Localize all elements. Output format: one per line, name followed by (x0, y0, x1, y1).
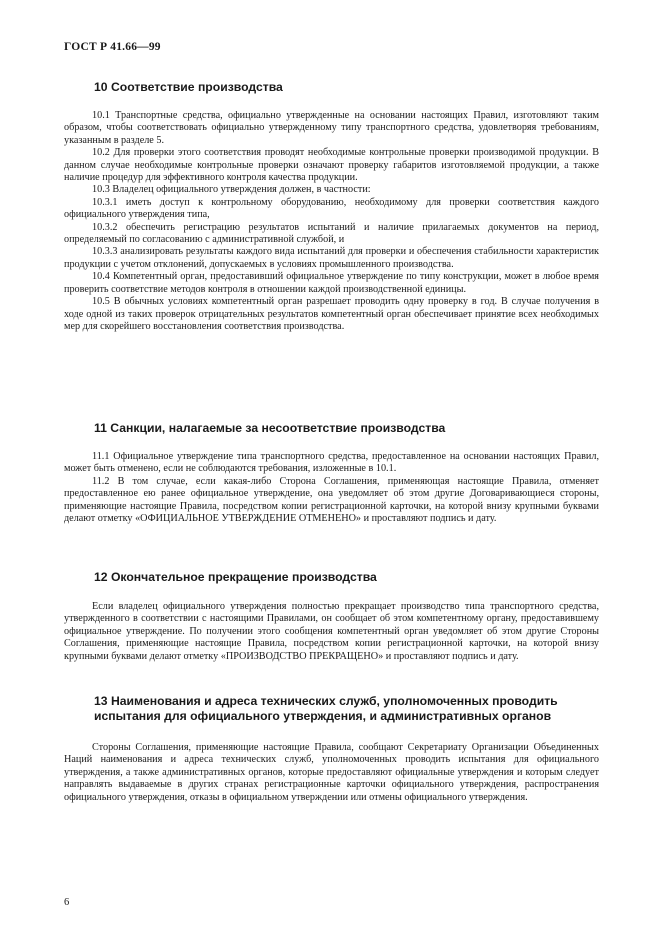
paragraph-10-2: 10.2 Для проверки этого соответствия проводят необходимые контрольные проверки производимой продукции. В данном случае необходимые контрольные проверки означают проверку габаритов изготовляемой продукции, а также наличие процедур для эффективного контроля качества продукции. (64, 147, 599, 184)
section-10-body (64, 110, 599, 333)
paragraph-10-3-3: 10.3.3 анализировать результаты каждого вида испытаний для проверки и обеспечения стабильности характеристик продукции с учетом отклонений, допускаемых в условиях промышленного производства. (64, 246, 599, 270)
page-number: 6 (64, 897, 70, 908)
section-11-body (64, 451, 599, 525)
paragraph-13: Стороны Соглашения, применяющие настоящие Правила, сообщают Секретариату Организации Объединенных Наций наименования и адреса технических служб, уполномоченных проводить испытания для официального утверждения, а также административных органов, которые предоставляют официальные утверждения и которым следует направлять выдаваемые в других странах регистрационные карточки официального утверждения, распространения официального утверждения, отказы в официальном утверждении или отмены официального утверждения. (64, 742, 599, 803)
paragraph-10-4: 10.4 Компетентный орган, предоставивший официальное утверждение по типу конструкции, может в любое время проверить соответствие методов контроля в отношении каждой производственной единицы. (64, 271, 599, 295)
section-10-heading: 10 Соответствие производства (94, 80, 283, 94)
paragraph-10-5: 10.5 В обычных условиях компетентный орган разрешает проводить одну проверку в год. В случае получения в ходе одной из таких проверок отрицательных результатов компетентный орган обеспечивает принятие всех необходимых мер для скорейшего восстановления соответствия производства. (64, 296, 599, 332)
paragraph-10-1: 10.1 Транспортные средства, официально утвержденные на основании настоящих Правил, изготовляют таким образом, чтобы соответствовать официально утвержденному типу транспортного средства, удовлетворяя требованиям, указанным в разделе 5. (64, 110, 599, 146)
section-12-heading: 12 Окончательное прекращение производства (94, 570, 377, 584)
section-13-heading: 13 Наименования и адреса технических служб, уполномоченных проводить испытания для официального утверждения, и административных органов (94, 694, 558, 723)
document-id: ГОСТ Р 41.66—99 (64, 41, 161, 53)
section-13-body (64, 742, 599, 804)
paragraph-12: Если владелец официального утверждения полностью прекращает производство типа транспортного средства, утвержденного в соответствии с настоящими Правилами, он сообщает об этом компетентному органу, предоставившему официальное утверждение. По получении этого сообщения компетентный орган уведомляет об этом другие Стороны Соглашения, применяющие настоящие Правила, посредством копии регистрационной карточки, на которой внизу крупными буквами делают отметку «ПРОИЗВОДСТВО ПРЕКРАЩЕНО» и проставляют подпись и дату. (64, 601, 599, 662)
paragraph-11-1: 11.1 Официальное утверждение типа транспортного средства, предоставленное на основании настоящих Правил, может быть отменено, если не соблюдаются требования, изложенные в 10.1. (64, 451, 599, 475)
paragraph-11-2: 11.2 В том случае, если какая-либо Сторона Соглашения, применяющая настоящие Правила, отменяет предоставленное ею ранее официальное утверждение, она уведомляет об этом другие Договаривающиеся стороны, применяющие настоящие Правила, посредством копии регистрационной карточки, на которой внизу крупными буквами делают отметку «ОФИЦИАЛЬНОЕ УТВЕРЖДЕНИЕ ОТМЕНЕНО» и проставляют подпись и дату. (64, 475, 599, 525)
paragraph-10-3: 10.3 Владелец официального утверждения должен, в частности: (92, 184, 371, 196)
paragraph-10-3-1: 10.3.1 иметь доступ к контрольному оборудованию, необходимому для проверки соответствия каждого официального утверждения типа, (64, 196, 599, 221)
section-12-body (64, 601, 599, 663)
section-11-heading: 11 Санкции, налагаемые за несоответствие производства (94, 421, 446, 435)
paragraph-10-3-2: 10.3.2 обеспечить регистрацию результатов испытаний и наличие прилагаемых документов на период, определяемый по согласованию с административной службой, и (64, 221, 599, 246)
